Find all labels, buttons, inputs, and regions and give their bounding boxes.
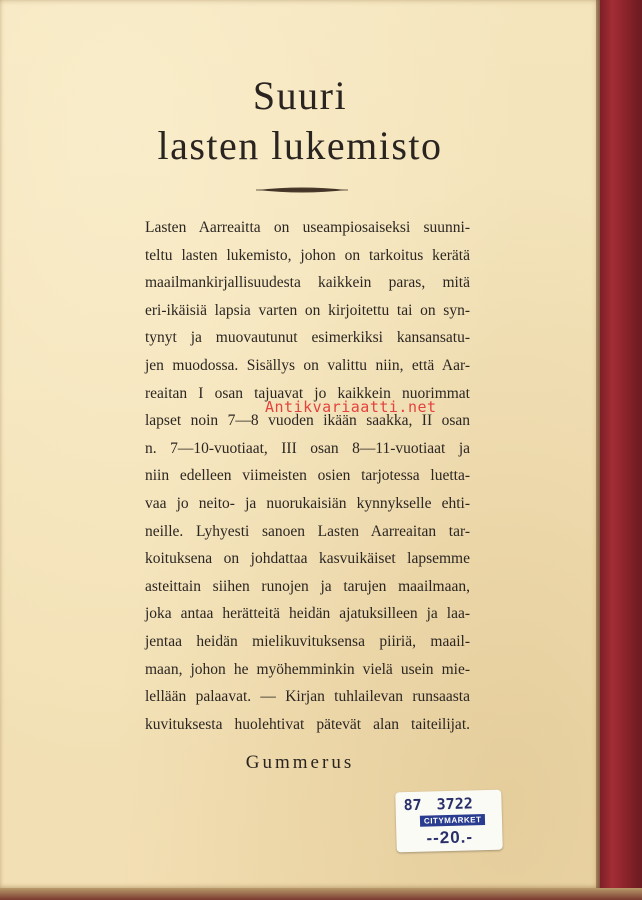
bottom-edge [0, 888, 642, 900]
blurb-line: lellään palaavat. — Kirjan tuhlailevan runsaasta [145, 688, 470, 706]
blurb-line: lapset noin 7—8 vuoden ikään saakka, II osan [145, 412, 470, 430]
blurb-line: maailmankirjallisuudesta kaikkein paras, mitä [145, 274, 470, 292]
blurb-line: n. 7—10-vuotiaat, III osan 8—11-vuotiaat ja [145, 439, 470, 457]
blurb-line: tynyt ja muovautunut esimerkiksi kansansatu- [145, 329, 470, 347]
blurb-line: niin edelleen viimeisten osien tarjotessa luetta- [145, 467, 470, 485]
blurb-line: kuvituksesta huolehtivat pätevät alan taiteilijat. [145, 715, 470, 733]
blurb-line: Lasten Aarreaitta on useampiosaiseksi suunni- [145, 219, 470, 236]
blurb-line: jentaa heidän mielikuvituksensa piiriä, maail- [145, 632, 470, 650]
blurb-line: eri-ikäisiä lapsia varten on kirjoitettu tai on syn- [145, 301, 470, 319]
title-line-2: lasten lukemisto [157, 123, 443, 168]
blurb-line: teltu lasten lukemisto, johon on tarkoitus kerätä [145, 246, 470, 264]
blurb-line: joka antaa herätteitä heidän ajatuksilleen ja laa- [145, 605, 470, 623]
sticker-store: CITYMARKET [420, 814, 486, 827]
price-sticker [395, 790, 503, 853]
sticker-code: 87 3722 [403, 794, 474, 815]
book-spine [600, 0, 642, 900]
title-line-1: Suuri [252, 73, 348, 118]
blurb-line: vaa jo neito- ja nuorukaisiän kynnykselle ehti- [145, 494, 470, 512]
watermark: Antikvariaatti.net [265, 398, 437, 416]
blurb-line: jen muodossa. Sisällys on valittu niin, että Aar- [145, 356, 470, 374]
blurb-line: neille. Lyhyesti sanoen Lasten Aarreaitan tar- [145, 522, 470, 540]
ornament-divider-icon [256, 186, 348, 194]
sticker-price: --20.- [426, 827, 474, 848]
blurb-line: asteittain siihen runojen ja tarujen maailmaan, [145, 577, 470, 595]
blurb-line: maan, johon he myöhemminkin vielä usein mie- [145, 660, 470, 678]
blurb-text [145, 214, 470, 738]
publisher-name: Gummerus [245, 752, 355, 773]
blurb-line: koituksena on johdattaa kasvuikäiset lapsemme [145, 550, 470, 568]
blurb-line: reaitan I osan tajuavat jo kaikkein nuorimmat [145, 384, 470, 402]
